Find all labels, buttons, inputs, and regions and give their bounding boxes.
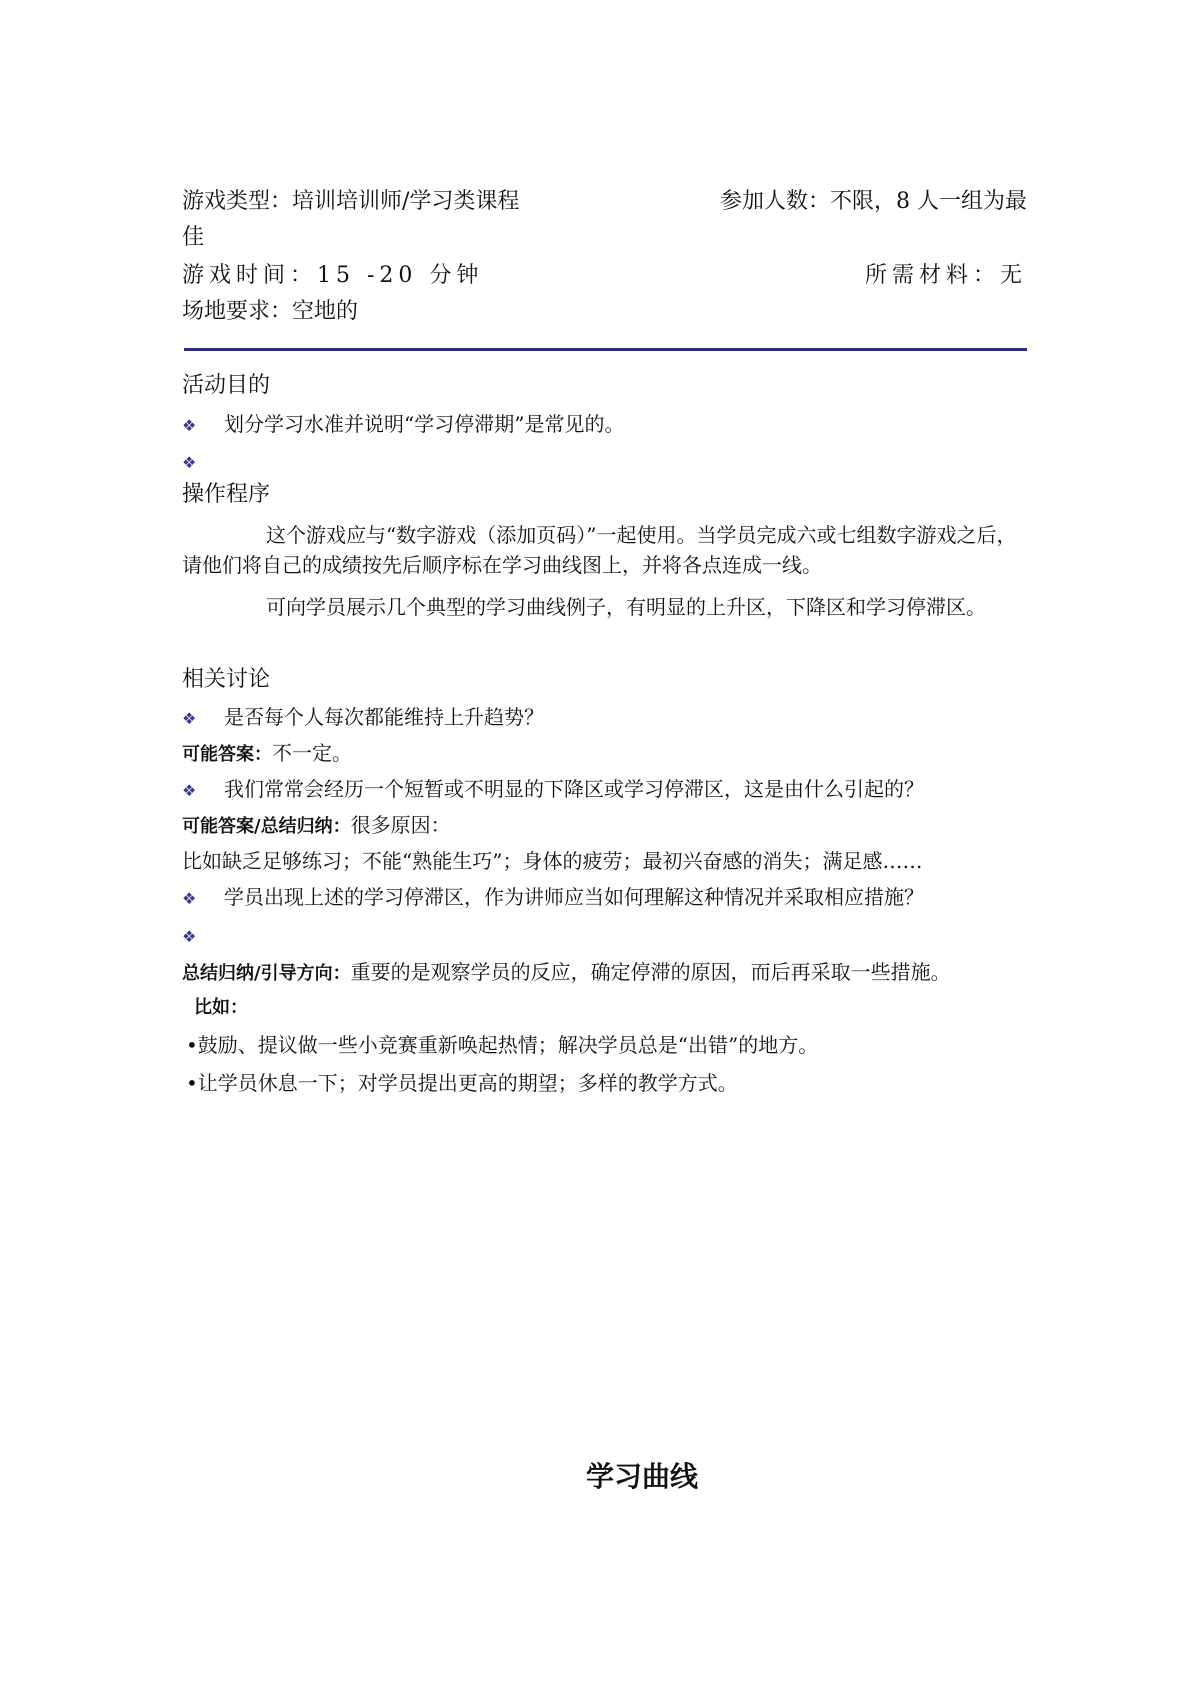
procedure-paragraph-2: 可向学员展示几个典型的学习曲线例子，有明显的上升区，下降区和学习停滞区。 xyxy=(266,595,986,619)
question-text: 学员出现上述的学习停滞区，作为讲师应当如何理解这种情况并采取相应措施？ xyxy=(224,885,924,909)
diamond-bullet-icon: ❖ xyxy=(182,781,197,800)
discussion-question-3 xyxy=(182,882,1042,914)
diamond-bullet-icon: ❖ xyxy=(182,889,197,908)
answer-text: 很多原因： xyxy=(350,813,451,837)
venue: 场地要求：空地的 xyxy=(182,299,359,324)
question-text: 我们常常会经历一个短暂或不明显的下降区或学习停滞区，这是由什么引起的？ xyxy=(224,777,924,801)
procedure-heading: 操作程序 xyxy=(182,482,271,507)
purpose-item-text: 划分学习水准并说明“学习停滞期”是常见的。 xyxy=(224,412,625,436)
question-text: 是否每个人每次都能维持上升趋势？ xyxy=(224,705,544,729)
answer-label: 可能答案/总结归纳： xyxy=(182,816,351,837)
example-label-line xyxy=(194,993,1054,1023)
procedure-paragraph-1: 这个游戏应与“数字游戏（添加页码）”一起使用。当学员完成六或七组数字游戏之后，请他们将自己的成绩按先后顺序标在学习曲线图上，并将各点连成一线。 xyxy=(182,523,1017,577)
answer-text: 不一定。 xyxy=(272,741,352,765)
discussion-question-4 xyxy=(182,920,1042,952)
answer-2 xyxy=(182,810,1042,842)
diamond-bullet-icon: ❖ xyxy=(182,927,197,946)
materials: 所需材料：无 xyxy=(864,263,1027,288)
participants-continued: 佳 xyxy=(182,225,205,250)
discussion-question-2 xyxy=(182,774,1042,806)
answer-text: 重要的是观察学员的反应，确定停滞的原因，而后再采取一些措施。 xyxy=(350,960,951,984)
diamond-bullet-icon: ❖ xyxy=(182,709,197,728)
section-divider xyxy=(184,348,1027,351)
answer-3 xyxy=(182,957,1042,989)
diamond-bullet-icon: ❖ xyxy=(182,416,197,435)
section-title: 学习曲线 xyxy=(586,1460,699,1493)
game-time: 游戏时间：15 -20 分钟 xyxy=(182,263,484,288)
purpose-item xyxy=(182,409,1042,441)
discussion-heading: 相关讨论 xyxy=(182,667,271,692)
example-label: 比如： xyxy=(194,997,248,1018)
discussion-question-1 xyxy=(182,702,1042,734)
example-item: •鼓励、提议做一些小竞赛重新唤起热情；解决学员总是“出错”的地方。 xyxy=(186,1033,819,1057)
example-item: •让学员休息一下；对学员提出更高的期望；多样的教学方式。 xyxy=(186,1071,738,1095)
answer-1 xyxy=(182,738,1042,770)
game-type: 游戏类型：培训培训师/学习类课程 xyxy=(182,189,520,214)
participants: 参加人数：不限，8 人一组为最 xyxy=(720,189,1027,214)
purpose-heading: 活动目的 xyxy=(182,373,271,398)
answer-label: 可能答案： xyxy=(182,744,272,765)
answer-label: 总结归纳/引导方向： xyxy=(182,963,351,984)
answer-2-detail: 比如缺乏足够练习；不能“熟能生巧”；身体的疲劳；最初兴奋感的消失；满足感…… xyxy=(182,849,923,873)
purpose-item xyxy=(182,446,1042,478)
diamond-bullet-icon: ❖ xyxy=(182,453,197,472)
